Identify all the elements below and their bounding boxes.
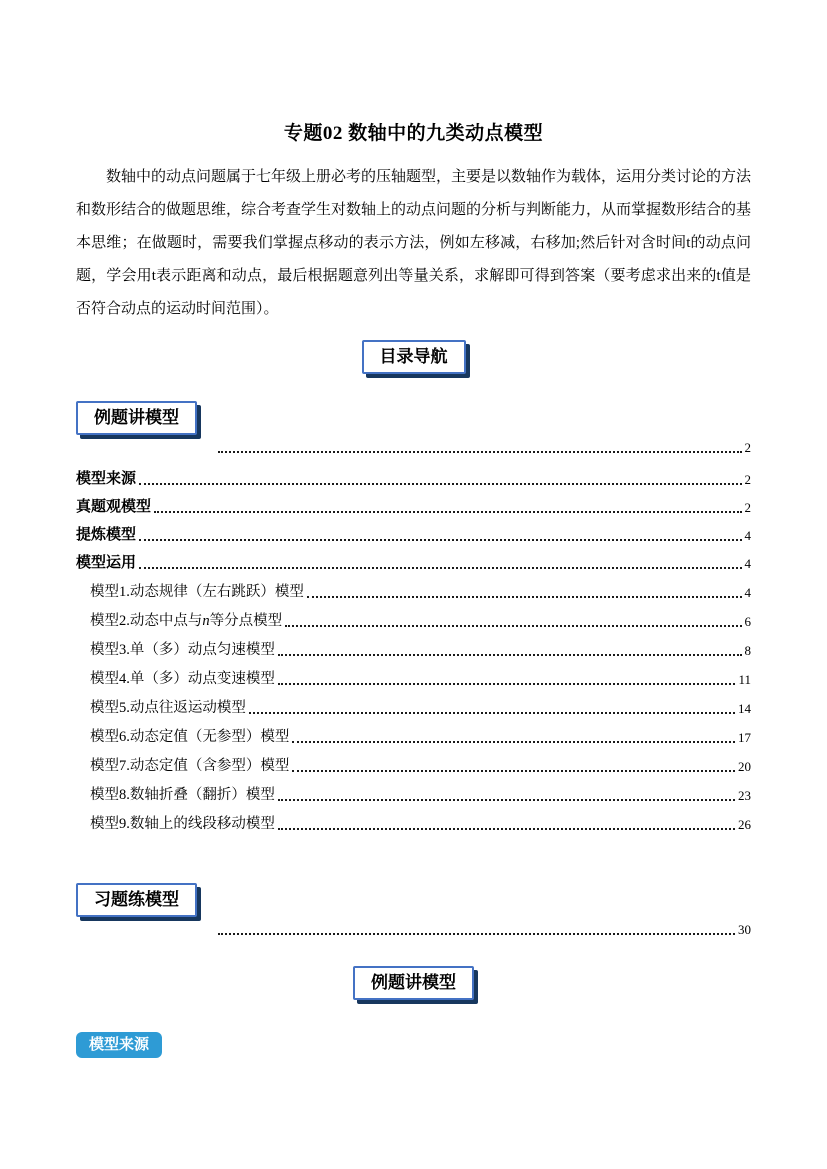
toc-page-number: 4 [744,528,751,543]
dot-leader [307,596,742,598]
toc-entry-real-questions[interactable] [76,489,751,517]
dot-leader [278,828,735,830]
toc-section-example-box[interactable]: 例题讲模型 [76,401,197,435]
toc-page-number: 6 [744,614,751,629]
toc-entry-model-source[interactable] [76,461,751,489]
toc-page-number: 2 [744,440,751,455]
toc-entry-label-pre: 模型2.动态中点与 [90,613,203,629]
toc-entry-label: 模型运用 [76,555,137,571]
toc-entry-label: 模型1.动态规律（左右跳跃）模型 [90,584,304,600]
dot-leader [285,625,741,627]
toc-entry-model-2[interactable] [76,602,751,631]
dot-leader [278,683,736,685]
toc-entry-label: 模型7.动态定值（含参型）模型 [90,758,290,774]
toc-entry-refine-model[interactable] [76,517,751,545]
toc-entry-label-post: 等分点模型 [209,613,283,629]
toc-entry-label [90,611,282,631]
toc-nav-box: 目录导航 [362,340,466,374]
toc-entry-label: 模型3.单（多）动点匀速模型 [90,642,275,658]
example-section-header-box: 例题讲模型 [353,966,474,1000]
toc-entry-label: 模型4.单（多）动点变速模型 [90,671,275,687]
toc-page-number: 26 [738,817,751,832]
toc-page-number: 14 [738,701,751,716]
toc-page-number: 4 [744,585,751,600]
toc-page-number: 17 [738,730,751,745]
toc-section-practice-leader-row[interactable] [215,922,751,939]
toc-page-number: 20 [738,759,751,774]
toc-entry-label: 模型5.动点往返运动模型 [90,700,246,716]
toc-page-number: 11 [738,672,751,687]
toc-entry-model-4[interactable] [76,660,751,689]
dot-leader [292,770,735,772]
toc-entry-label: 提炼模型 [76,527,137,543]
table-of-contents [76,461,751,834]
toc-entry-model-usage[interactable] [76,545,751,573]
dot-leader [218,451,742,453]
toc-entry-model-8[interactable] [76,776,751,805]
toc-page-number: 2 [744,500,751,515]
toc-entry-label: 模型6.动态定值（无参型）模型 [90,729,290,745]
toc-entry-label: 模型8.数轴折叠（翻折）模型 [90,787,275,803]
toc-section-example-leader-row[interactable] [215,440,751,457]
dot-leader [139,539,741,541]
dot-leader [292,741,735,743]
toc-section-practice-box[interactable]: 习题练模型 [76,883,197,917]
toc-entry-model-3[interactable] [76,631,751,660]
toc-page-number: 23 [738,788,751,803]
dot-leader [154,511,741,513]
toc-entry-label: 真题观模型 [76,499,152,515]
dot-leader [139,483,741,485]
toc-entry-model-6[interactable] [76,718,751,747]
toc-entry-label-variable: n [202,613,210,629]
model-source-pill-row [76,1000,751,1058]
toc-section-practice-box-row [76,883,751,917]
intro-paragraph: 数轴中的动点问题属于七年级上册必考的压轴题型，主要是以数轴作为载体，运用分类讨论的方法和数形结合的做题思维，综合考查学生对数轴上的动点问题的分析与判断能力，从而掌握数形结合的基本思维；在做题时，需要我们掌握点移动的表示方法，例如左移减，右移加;然后针对含时间t的动点问题，学会用t表示距离和动点，最后根据题意列出等量关系，求解即可得到答案（要考虑求出来的t值是否符合动点的运动时间范围）。 [76,169,752,317]
dot-leader [249,712,735,714]
toc-entry-model-5[interactable] [76,689,751,718]
toc-entry-label: 模型来源 [76,471,137,487]
example-section-header-row [76,966,751,1000]
dot-leader [218,933,735,935]
dot-leader [278,799,735,801]
toc-entry-label: 模型9.数轴上的线段移动模型 [90,816,275,832]
model-source-pill: 模型来源 [76,1032,162,1058]
toc-page-number: 8 [744,643,751,658]
toc-page-number: 30 [738,922,751,937]
toc-section-example-box-row [76,401,751,435]
toc-entry-model-9[interactable] [76,805,751,834]
page-title: 专题02 数轴中的九类动点模型 [283,123,544,144]
dot-leader [139,567,741,569]
toc-page-number: 2 [744,472,751,487]
dot-leader [278,654,742,656]
toc-entry-model-7[interactable] [76,747,751,776]
toc-nav-box-wrap [76,340,751,374]
toc-page-number: 4 [744,556,751,571]
toc-entry-model-1[interactable] [76,573,751,602]
